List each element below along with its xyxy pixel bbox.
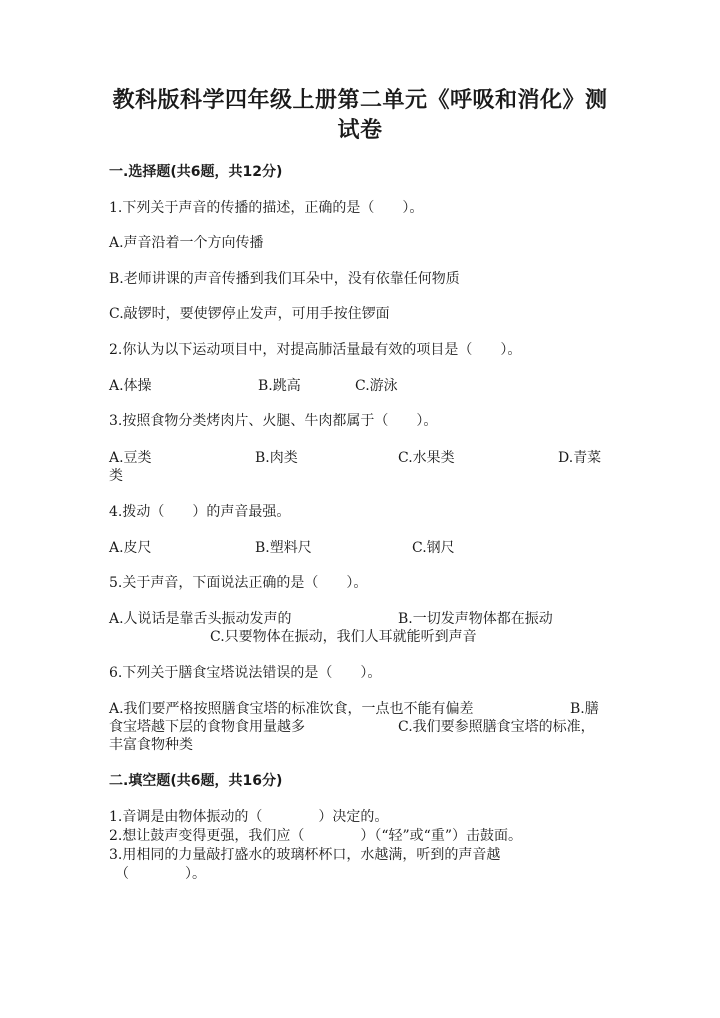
question-3-stem: 3.按照食物分类烤肉片、火腿、牛肉都属于（ ）。: [109, 413, 438, 429]
question-6-option-b-rest: 食宝塔越下层的食物食用量越多: [109, 719, 305, 735]
question-1-stem: 1.下列关于声音的传播的描述，正确的是（ ）。: [109, 200, 424, 216]
question-5-stem: 5.关于声音，下面说法正确的是（ ）。: [109, 575, 368, 591]
question-2-option-c: C.游泳: [355, 378, 398, 394]
question-6-stem: 6.下列关于膳食宝塔说法错误的是（ ）。: [109, 665, 382, 681]
question-4-option-b: B.塑料尺: [255, 540, 312, 556]
question-5-option-c: C.只要物体在振动，我们人耳就能听到声音: [210, 629, 477, 645]
question-5-option-b: B.一切发声物体都在振动: [398, 611, 553, 627]
question-6-option-c-rest: 丰富食物种类: [109, 737, 193, 753]
question-5-option-a: A.人说话是靠舌头振动发声的: [109, 611, 292, 627]
title-line-2: 试卷: [337, 118, 383, 143]
fill-question-3-line-1: 3.用相同的力量敲打盛水的玻璃杯杯口，水越满，听到的声音越: [109, 847, 501, 863]
fill-question-1: 1.音调是由物体振动的（ ）决定的。: [109, 809, 389, 825]
question-6-option-c-start: C.我们要参照膳食宝塔的标准，: [398, 719, 595, 735]
fill-question-3-line-2: （ ）。: [115, 866, 206, 882]
question-2-stem: 2.你认为以下运动项目中，对提高肺活量最有效的项目是（ ）。: [109, 342, 522, 358]
question-3-option-a: A.豆类: [109, 450, 152, 466]
question-6-option-b-start: B.膳: [570, 701, 599, 717]
question-3-option-d-wrap: 类: [109, 468, 123, 484]
section-1-heading: 一.选择题(共6题，共12分): [109, 164, 283, 180]
fill-question-2: 2.想让鼓声变得更强，我们应（ ）（“轻”或“重”）击鼓面。: [109, 828, 522, 844]
title-line-1: 教科版科学四年级上册第二单元《呼吸和消化》测: [112, 88, 608, 113]
question-2-option-b: B.跳高: [258, 378, 301, 394]
question-3-option-c: C.水果类: [398, 450, 455, 466]
question-2-option-a: A.体操: [109, 378, 152, 394]
question-4-option-c: C.钢尺: [412, 540, 455, 556]
question-3-option-d: D.青菜: [558, 450, 602, 466]
question-4-stem: 4.拨动（ ）的声音最强。: [109, 504, 291, 520]
question-1-option-a: A.声音沿着一个方向传播: [109, 235, 264, 251]
question-4-option-a: A.皮尺: [109, 540, 152, 556]
question-1-option-b: B.老师讲课的声音传播到我们耳朵中，没有依靠任何物质: [109, 271, 460, 287]
question-3-option-b: B.肉类: [255, 450, 298, 466]
question-1-option-c: C.敲锣时，要使锣停止发声，可用手按住锣面: [109, 306, 390, 322]
exam-title: [100, 86, 620, 146]
question-6-option-a: A.我们要严格按照膳食宝塔的标准饮食，一点也不能有偏差: [109, 701, 474, 717]
section-2-heading: 二.填空题(共6题，共16分): [109, 773, 283, 789]
